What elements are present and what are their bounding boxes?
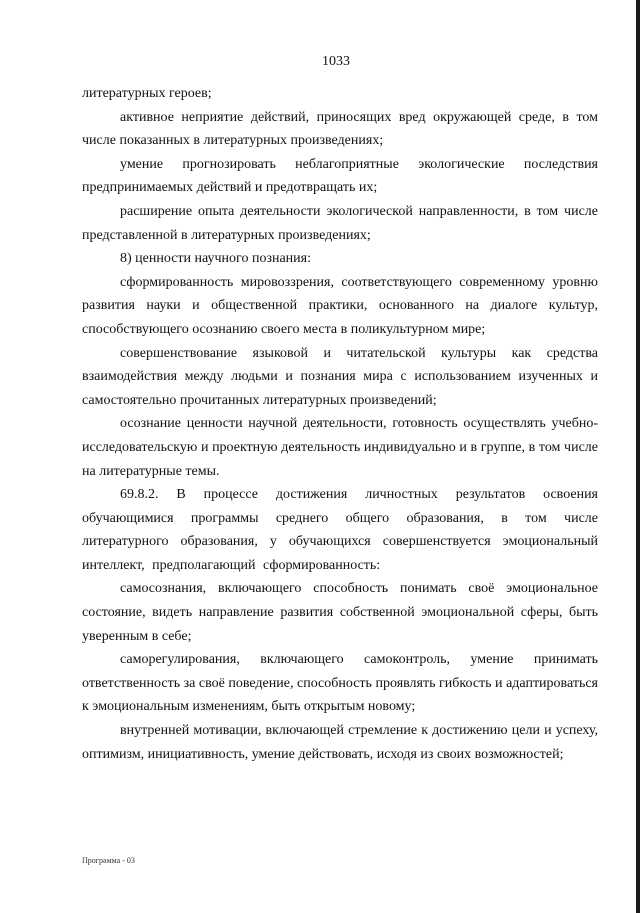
paragraph-continuation: литературных героев;	[82, 86, 212, 101]
footer-program-label: Программа - 03	[82, 856, 135, 865]
paragraph-worldview: сформированность мировоззрения, соответствующего современному уровню развития науки и общественной практики, основанного на диалоге культур, способствующего осознанию своего места в поликультурном мире;	[82, 274, 598, 337]
paragraph-ecological-experience: расширение опыта деятельности экологической направленности, в том числе представленной в литературных произведениях;	[82, 203, 598, 243]
paragraph-scientific-activity: осознание ценности научной деятельности, готовность осуществлять учебно-исследовательскую и проектную деятельность индивидуально и в группе, в том числе на литературные темы.	[82, 416, 598, 479]
paragraph-environment-rejection: активное неприятие действий, приносящих вред окружающей среде, в том числе показанных в литературных произведениях;	[82, 109, 598, 149]
paragraph-ecological-forecast: умение прогнозировать неблагоприятные экологические последствия предпринимаемых действий и предотвращать их;	[82, 156, 598, 196]
paragraph-section-69-8-2: 69.8.2. В процессе достижения личностных результатов освоения обучающимися программы среднего общего образования, в том числе литературного образования, у обучающихся совершенствуется эмоциональный интеллект, предполагающий сформированность:	[82, 487, 598, 573]
section-heading-scientific-values: 8) ценности научного познания:	[120, 251, 311, 267]
page-edge-shadow	[636, 0, 640, 913]
document-body	[82, 82, 598, 766]
paragraph-self-awareness: самосознания, включающего способность понимать своё эмоциональное состояние, видеть направление развития собственной эмоциональной сферы, быть уверенным в себе;	[82, 581, 598, 644]
paragraph-self-regulation: саморегулирования, включающего самоконтроль, умение принимать ответственность за своё поведение, способность проявлять гибкость и адаптироваться к эмоциональным изменениям, быть открытым новому;	[82, 652, 598, 715]
paragraph-reading-culture: совершенствование языковой и читательской культуры как средства взаимодействия между людьми и познания мира с использованием изученных и самостоятельно прочитанных литературных произведений;	[82, 345, 598, 408]
paragraph-internal-motivation: внутренней мотивации, включающей стремление к достижению цели и успеху, оптимизм, инициативность, умение действовать, исходя из своих возможностей;	[82, 723, 598, 762]
page-number: 1033	[322, 54, 350, 69]
